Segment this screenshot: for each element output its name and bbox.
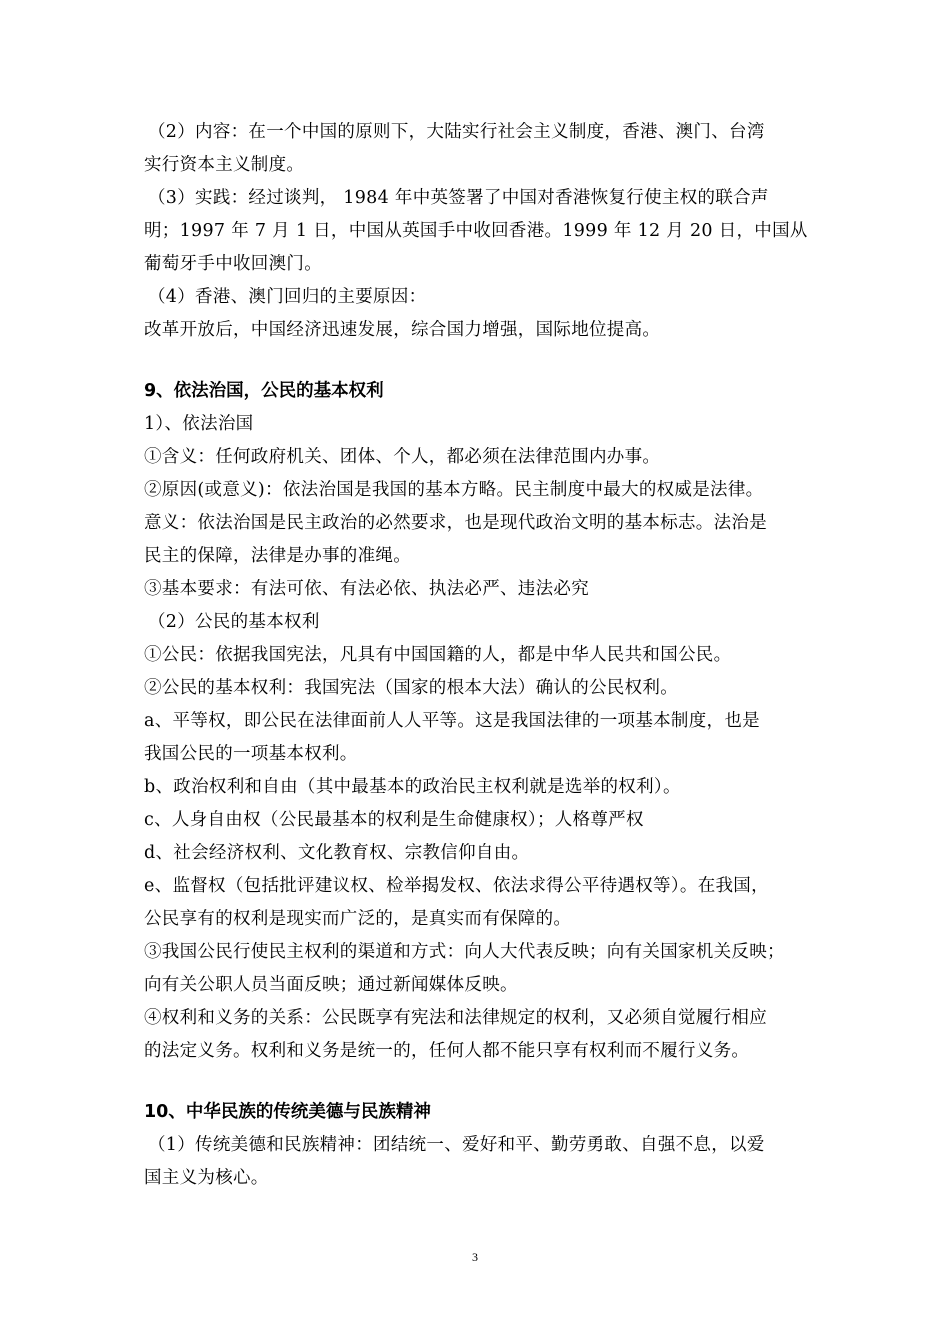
- paragraph-line: ①含义：任何政府机关、团体、个人，都必须在法律范围内办事。: [144, 447, 661, 467]
- page-number: 3: [472, 1250, 478, 1264]
- paragraph-line: 意义：依法治国是民主政治的必然要求，也是现代政治文明的基本标志。法治是: [144, 513, 767, 533]
- paragraph-line: e、监督权（包括批评建议权、检举揭发权、依法求得公平待遇权等）。在我国，: [144, 876, 769, 896]
- paragraph-line: 民主的保障，法律是办事的准绳。: [144, 546, 411, 566]
- section-gap: [144, 1068, 812, 1096]
- paragraph-line: 公民享有的权利是现实而广泛的，是真实而有保障的。: [144, 909, 572, 929]
- paragraph-line: ③基本要求：有法可依、有法必依、执法必严、违法必究: [144, 579, 589, 599]
- section-9-heading: 9、依法治国，公民的基本权利: [144, 381, 384, 401]
- paragraph-line: （4）香港、澳门回归的主要原因：: [148, 287, 427, 307]
- paragraph-line: c、人身自由权（公民最基本的权利是生命健康权）；人格尊严权: [144, 810, 644, 830]
- paragraph-line: 实行资本主义制度。: [144, 155, 305, 175]
- paragraph-line: （2）内容：在一个中国的原则下，大陆实行社会主义制度，香港、澳门、台湾: [148, 122, 765, 142]
- paragraph-line: b、政治权利和自由（其中最基本的政治民主权利就是选举的权利）。: [144, 777, 681, 797]
- paragraph-line: 国主义为核心。: [144, 1168, 269, 1188]
- paragraph-line: （2）公民的基本权利: [148, 612, 320, 632]
- paragraph-line: ①公民：依据我国宪法，凡具有中国国籍的人，都是中华人民共和国公民。: [144, 645, 732, 665]
- paragraph-line: 的法定义务。权利和义务是统一的，任何人都不能只享有权利而不履行义务。: [144, 1041, 750, 1061]
- paragraph-line: ③我国公民行使民主权利的渠道和方式：向人大代表反映；向有关国家机关反映；: [144, 942, 785, 962]
- paragraph-line: ②原因(或意义)：依法治国是我国的基本方略。民主制度中最大的权威是法律。: [144, 480, 764, 500]
- paragraph-line: （1）传统美德和民族精神：团结统一、爱好和平、勤劳勇敢、自强不息，以爱: [148, 1135, 765, 1155]
- section-10-heading: 10、中华民族的传统美德与民族精神: [144, 1102, 431, 1122]
- paragraph-line: 葡萄牙手中收回澳门。: [144, 254, 322, 274]
- paragraph-line: 改革开放后，中国经济迅速发展，综合国力增强，国际地位提高。: [144, 320, 661, 340]
- paragraph-line: a、平等权，即公民在法律面前人人平等。这是我国法律的一项基本制度，也是: [144, 711, 760, 731]
- paragraph-line: （3）实践：经过谈判， 1984 年中英签署了中国对香港恢复行使主权的联合声: [148, 188, 769, 208]
- paragraph-line: 向有关公职人员当面反映；通过新闻媒体反映。: [144, 975, 518, 995]
- page-body: [144, 116, 812, 1195]
- paragraph-line: ④权利和义务的关系：公民既享有宪法和法律规定的权利，又必须自觉履行相应: [144, 1008, 767, 1028]
- paragraph-line: d、社会经济权利、文化教育权、宗教信仰自由。: [144, 843, 530, 863]
- paragraph-line: 1）、依法治国: [144, 414, 254, 434]
- paragraph-line: 我国公民的一项基本权利。: [144, 744, 358, 764]
- paragraph-line: 明；1997 年 7 月 1 日，中国从英国手中收回香港。1999 年 12 月 20 日，中国从: [144, 221, 808, 241]
- paragraph-line: ②公民的基本权利：我国宪法（国家的根本大法）确认的公民权利。: [144, 678, 678, 698]
- section-gap: [144, 347, 812, 375]
